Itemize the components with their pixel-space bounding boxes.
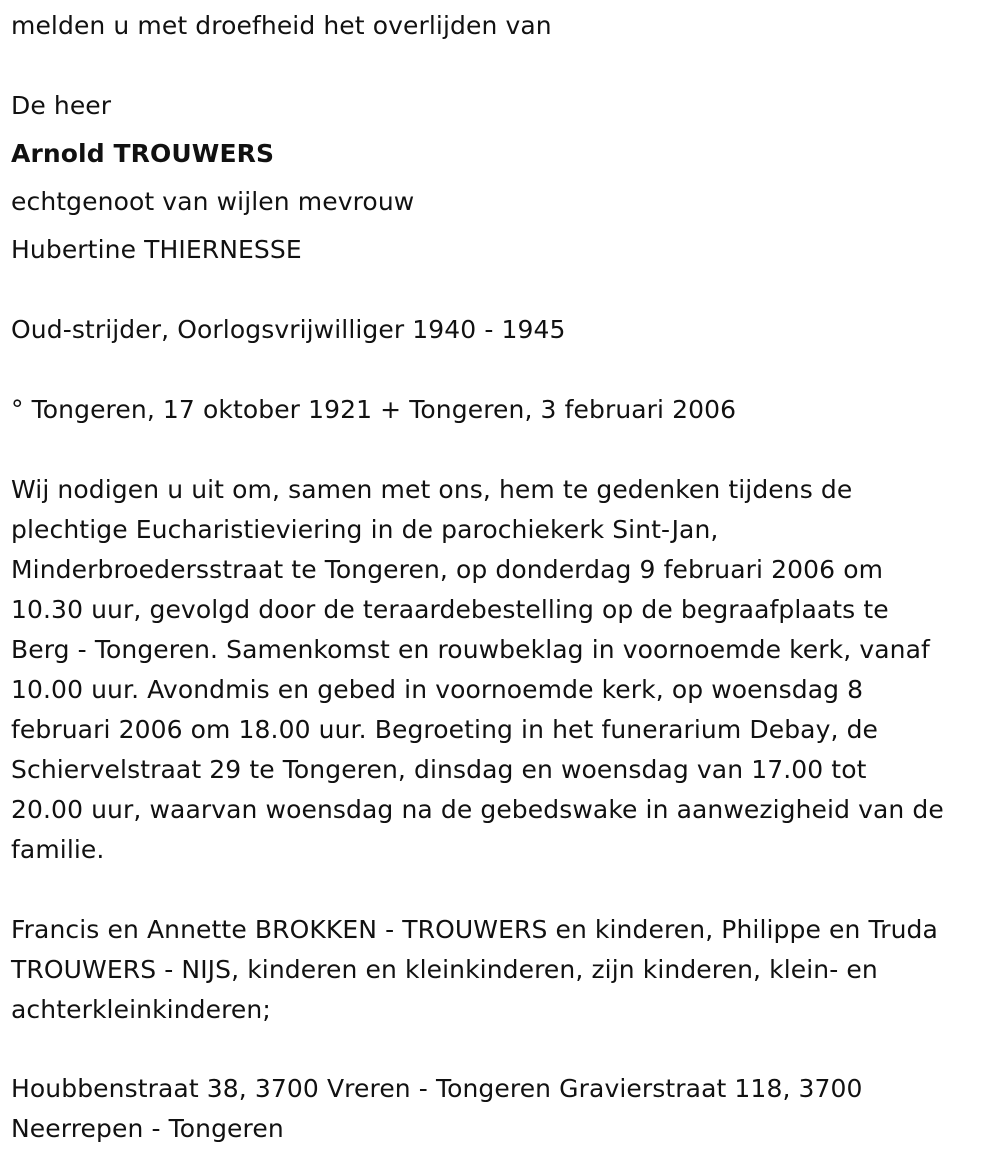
invitation-line: Schiervelstraat 29 te Tongeren, dinsdag en woensdag van 17.00 tot — [11, 755, 867, 784]
veteran-title: Oud-strijder, Oorlogsvrijwilliger 1940 - 1945 — [11, 315, 566, 344]
family-line: TROUWERS - NIJS, kinderen en kleinkinderen, zijn kinderen, klein- en — [11, 955, 878, 984]
invitation-line: Berg - Tongeren. Samenkomst en rouwbeklag in voornoemde kerk, vanaf — [11, 635, 930, 664]
family-line: achterkleinkinderen; — [11, 995, 271, 1024]
family-line: Francis en Annette BROKKEN - TROUWERS en kinderen, Philippe en Truda — [11, 915, 938, 944]
spouse-name: Hubertine THIERNESSE — [11, 235, 302, 264]
invitation-line: 10.30 uur, gevolgd door de teraardebestelling op de begraafplaats te — [11, 595, 889, 624]
address-line: Neerrepen - Tongeren — [11, 1114, 284, 1143]
family-paragraph — [11, 910, 991, 1030]
invitation-paragraph — [11, 470, 991, 870]
intro-text: melden u met droefheid het overlijden van — [11, 11, 552, 40]
invitation-line: Wij nodigen u uit om, samen met ons, hem te gedenken tijdens de — [11, 475, 853, 504]
spouse-intro: echtgenoot van wijlen mevrouw — [11, 187, 415, 216]
deceased-name: Arnold TROUWERS — [11, 139, 275, 168]
salutation: De heer — [11, 91, 112, 120]
invitation-line: plechtige Eucharistieviering in de parochiekerk Sint-Jan, — [11, 515, 719, 544]
invitation-line: februari 2006 om 18.00 uur. Begroeting in het funerarium Debay, de — [11, 715, 879, 744]
address-line: Houbbenstraat 38, 3700 Vreren - Tongeren Gravierstraat 118, 3700 — [11, 1074, 863, 1103]
invitation-line: Minderbroedersstraat te Tongeren, op donderdag 9 februari 2006 om — [11, 555, 884, 584]
address-paragraph — [11, 1069, 991, 1149]
invitation-line: familie. — [11, 835, 105, 864]
invitation-line: 20.00 uur, waarvan woensdag na de gebedswake in aanwezigheid van de — [11, 795, 944, 824]
birth-death-dates: ° Tongeren, 17 oktober 1921 + Tongeren, 3 februari 2006 — [11, 395, 737, 424]
invitation-line: 10.00 uur. Avondmis en gebed in voornoemde kerk, op woensdag 8 — [11, 675, 864, 704]
